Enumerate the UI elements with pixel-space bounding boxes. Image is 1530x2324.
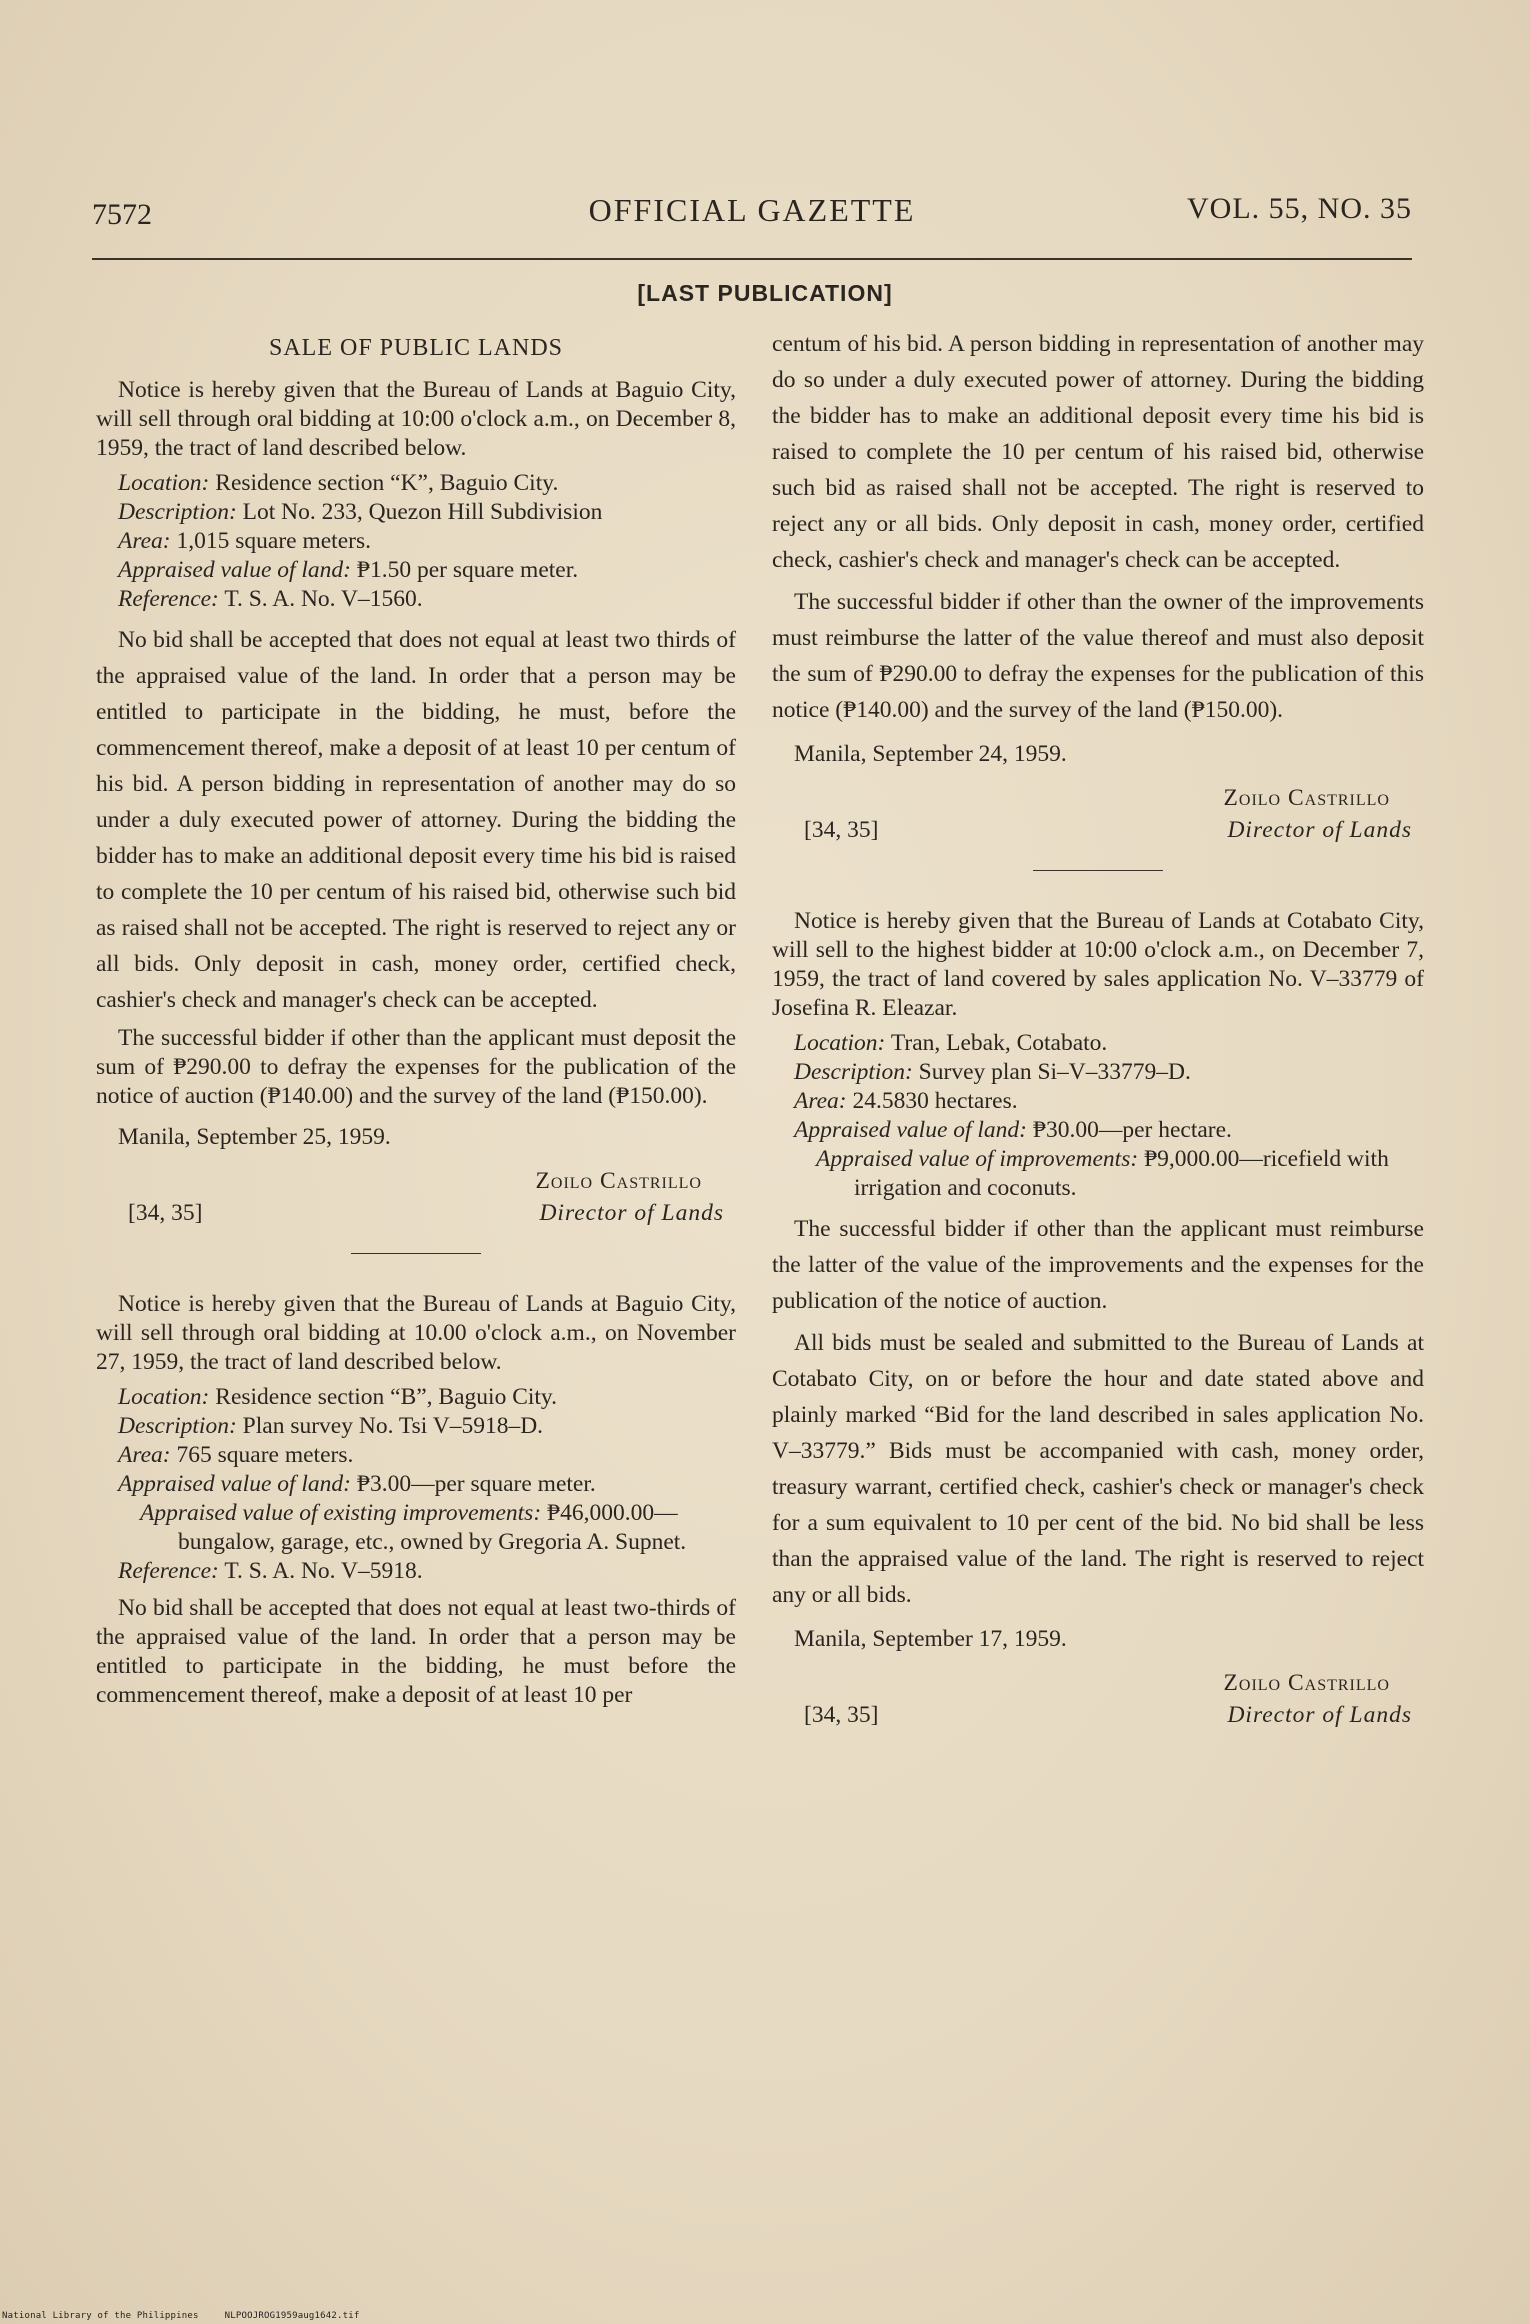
- notice3-appraised-improvements: Appraised value of improvements: ₱9,000.00—ricefield with irrigation and coconuts.: [816, 1146, 1389, 1201]
- notice2-para1-cont: centum of his bid. A person bidding in representation of another may do so under a duly executed power of attorney. During the bidding the bidder has to make an additional deposit every time his bid is raised to complete the 10 per centum of his raised bid, otherwise such bid as raised shall not be accepted. The right is reserved to reject any or all bids. Only deposit in cash, money order, certified check, cashier's check and manager's check can be accepted.: [772, 331, 1424, 573]
- notice2-description: Description: Plan survey No. Tsi V–5918–D.: [118, 1413, 544, 1439]
- notice2-location: Location: Residence section “B”, Baguio City.: [118, 1384, 558, 1410]
- notice1-para1: No bid shall be accepted that does not equal at least two thirds of the appraised value of the land. In order that a person may be entitled to participate in the bidding, he must, before the commencement thereof, make a deposit of at least 10 per centum of his bid. A person bidding in representation of another may do so under a duly executed power of attorney. During the bidding the bidder has to make an additional deposit every time his bid is raised to complete the 10 per centum of his raised bid, otherwise such bid as raised shall not be accepted. The right is reserved to reject any or all bids. Only deposit in cash, money order, certified check, cashier's check and manager's check can be accepted.: [96, 627, 736, 1013]
- volume-number: VOL. 55, NO. 35: [1187, 192, 1412, 225]
- notice1-intro: Notice is hereby given that the Bureau of Lands at Baguio City, will sell through oral bidding at 10:00 o'clock a.m., on December 8, 1959, the tract of land described below.: [96, 377, 736, 461]
- notice2-para1-start: No bid shall be accepted that does not equal at least two-thirds of the appraised value of the land. In order that a person may be entitled to participate in the bidding, he must before the commencement thereof, make a deposit of at least 10 per: [96, 1595, 736, 1708]
- notice2-signature: [772, 780, 1424, 850]
- signer-office: Director of Lands: [539, 1200, 724, 1226]
- notice2-area: Area: 765 square meters.: [118, 1442, 354, 1468]
- signer-name: Zoilo Castrillo: [535, 1168, 702, 1194]
- header-rule: [92, 258, 1412, 260]
- issue-ref: [34, 35]: [128, 1200, 203, 1226]
- signer-office: Director of Lands: [1227, 817, 1412, 843]
- section-heading: SALE OF PUBLIC LANDS: [268, 335, 564, 361]
- issue-ref: [34, 35]: [804, 817, 879, 843]
- publication-title: OFFICIAL GAZETTE: [588, 192, 916, 228]
- notice1-description: Description: Lot No. 233, Quezon Hill Subdivision: [118, 499, 603, 525]
- library-credit: National Library of the Philippines: [2, 2311, 199, 2321]
- left-column: [96, 330, 736, 1716]
- notice2-reference: Reference: T. S. A. No. V–5918.: [118, 1558, 423, 1584]
- notice1-signature: [96, 1163, 736, 1233]
- page-number: 7572: [92, 198, 152, 231]
- notice3-description: Description: Survey plan Si–V–33779–D.: [794, 1059, 1191, 1085]
- notice-divider: [351, 1253, 481, 1254]
- notice3-location: Location: Tran, Lebak, Cotabato.: [794, 1030, 1108, 1056]
- notice3-area: Area: 24.5830 hectares.: [794, 1088, 1018, 1114]
- last-publication-banner: [LAST PUBLICATION]: [637, 280, 893, 306]
- notice3-date: Manila, September 17, 1959.: [794, 1626, 1067, 1652]
- notice-divider: [1033, 870, 1163, 871]
- notice2-para2: The successful bidder if other than the owner of the improvements must reimburse the latter of the value thereof and must also deposit the sum of ₱290.00 to defray the expenses for the publication of this notice (₱140.00) and the survey of the land (₱150.00).: [772, 589, 1424, 723]
- notice2-appraised-land: Appraised value of land: ₱3.00—per square meter.: [118, 1471, 596, 1497]
- notice1-location: Location: Residence section “K”, Baguio City.: [118, 470, 559, 496]
- notice3-para1: The successful bidder if other than the applicant must reimburse the latter of the value of the improvements and the expenses for the publication of the notice of auction.: [772, 1216, 1424, 1314]
- issue-ref: [34, 35]: [804, 1702, 879, 1728]
- notice2-intro: Notice is hereby given that the Bureau of Lands at Baguio City, will sell through oral bidding at 10.00 o'clock a.m., on November 27, 1959, the tract of land described below.: [96, 1291, 736, 1375]
- notice1-para2: The successful bidder if other than the applicant must deposit the sum of ₱290.00 to defray the expenses for the publication of the notice of auction (₱140.00) and the survey of the land (₱150.00).: [96, 1025, 736, 1109]
- notice3-intro: Notice is hereby given that the Bureau of Lands at Cotabato City, will sell to the highest bidder at 10:00 o'clock a.m., on December 7, 1959, the tract of land covered by sales application No. V–33779 of Josefina R. Eleazar.: [772, 908, 1424, 1021]
- notice2-appraised-improvements: Appraised value of existing improvements: ₱46,000.00—bungalow, garage, etc., owned by Gregoria A. Supnet.: [140, 1500, 687, 1555]
- signer-name: Zoilo Castrillo: [1223, 1670, 1390, 1696]
- scan-filename: NLPOOJROG1959aug1642.tif: [224, 2311, 360, 2321]
- notice1-area: Area: 1,015 square meters.: [118, 528, 371, 554]
- notice2-date: Manila, September 24, 1959.: [794, 741, 1067, 767]
- scan-footer: [2, 2311, 360, 2321]
- notice1-reference: Reference: T. S. A. No. V–1560.: [118, 586, 423, 612]
- page-header: [92, 190, 1412, 240]
- right-column: [772, 326, 1424, 1735]
- signer-name: Zoilo Castrillo: [1223, 785, 1390, 811]
- signer-office: Director of Lands: [1227, 1702, 1412, 1728]
- notice3-para2: All bids must be sealed and submitted to the Bureau of Lands at Cotabato City, on or before the hour and date stated above and plainly marked “Bid for the land described in sales application No. V–33779.” Bids must be accompanied with cash, money order, treasury warrant, certified check, cashier's check or manager's check for a sum equivalent to 10 per cent of the bid. No bid shall be less than the appraised value of the land. The right is reserved to reject any or all bids.: [772, 1330, 1424, 1608]
- notice1-appraised-land: Appraised value of land: ₱1.50 per square meter.: [118, 557, 579, 583]
- notice3-appraised-land: Appraised value of land: ₱30.00—per hectare.: [794, 1117, 1232, 1143]
- notice3-signature: [772, 1665, 1424, 1735]
- notice1-date: Manila, September 25, 1959.: [118, 1124, 391, 1150]
